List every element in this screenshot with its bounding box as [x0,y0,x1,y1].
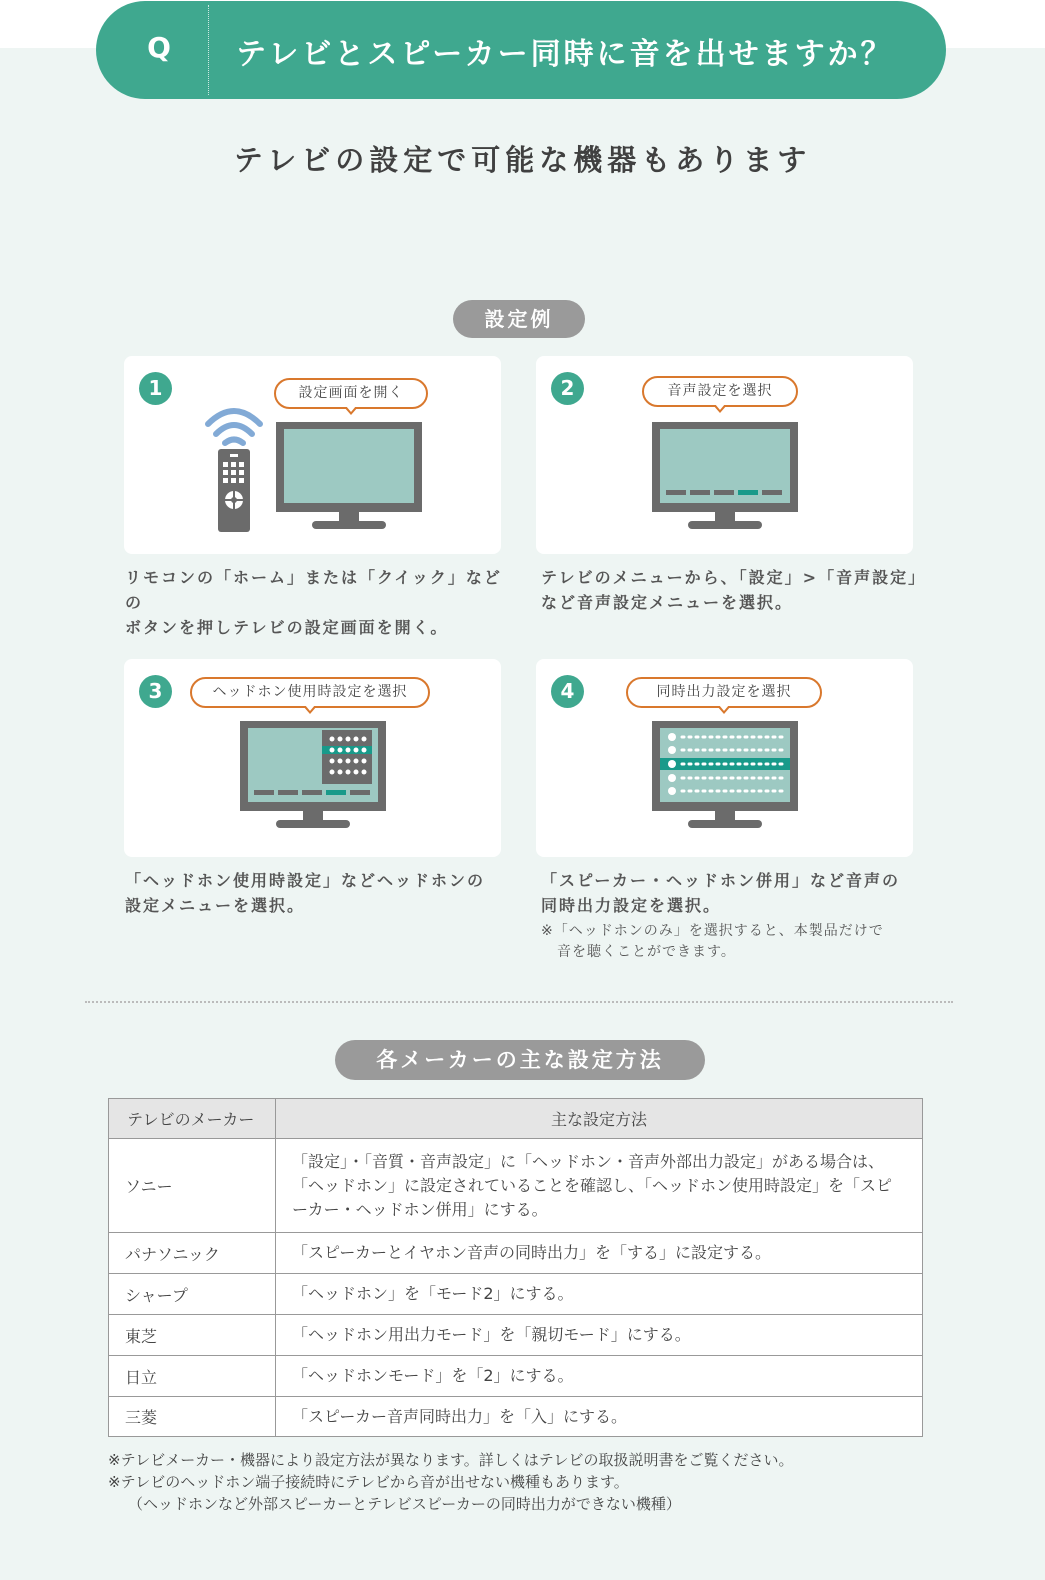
maker-settings-table [108,1098,923,1437]
table-header-row [109,1099,923,1139]
footnote-1: ※テレビメーカー・機器により設定方法が異なります。詳しくはテレビの取扱説明書をご覧ください。 [108,1451,794,1469]
maker-name: 日立 [109,1356,276,1397]
television-icon [274,420,424,532]
answer-heading: テレビの設定で可能な機器もあります [233,143,812,177]
maker-name: 三菱 [109,1397,276,1437]
banner-divider [208,5,209,95]
table-row [109,1233,923,1274]
step-card-2 [536,356,913,554]
header-maker: テレビのメーカー [109,1099,276,1139]
header-method: 主な設定方法 [276,1099,923,1139]
footnote-2: ※テレビのヘッドホン端子接続時にテレビから音が出せない機種もあります。 [108,1473,629,1491]
table-row [109,1139,923,1233]
maker-method: 「スピーカー音声同時出力」を「入」にする。 [276,1397,923,1437]
step-description-2: テレビのメニューから、「設定」>「音声設定」 など音声設定メニューを選択。 [541,568,927,612]
step-card-4 [536,659,913,857]
footnote-3: （ヘッドホンなど外部スピーカーとテレビスピーカーの同時出力ができない機種） [128,1495,681,1513]
section-divider [85,1001,953,1003]
step-bubble-3: ヘッドホン使用時設定を選択 [190,677,430,708]
step-4-note: ※「ヘッドホンのみ」を選択すると、本製品だけで 音を聴くことができます。 [541,923,884,960]
step-bubble-2: 音声設定を選択 [642,376,798,407]
table-row [109,1356,923,1397]
wifi-signal-icon [208,411,260,443]
step-bubble-4: 同時出力設定を選択 [626,677,822,708]
question-banner [96,1,946,99]
step-card-3 [124,659,501,857]
step-number-4: 4 [551,675,584,708]
maker-method: 「スピーカーとイヤホン音声の同時出力」を「する」に設定する。 [276,1233,923,1274]
examples-label: 設定例 [453,300,585,338]
television-icon [238,719,388,831]
table-row [109,1274,923,1315]
maker-name: 東芝 [109,1315,276,1356]
television-icon [650,420,800,532]
maker-method: 「設定」・「音質・音声設定」に「ヘッドホン・音声外部出力設定」がある場合は、 「ヘッドホン」に設定されていることを確認し、「ヘッドホン使用時設定」を「スピ ーカー・ヘッドホン併用」にする。 [276,1139,923,1233]
step-bubble-1: 設定画面を開く [274,378,428,409]
maker-name: パナソニック [109,1233,276,1274]
maker-name: シャープ [109,1274,276,1315]
step-description-1: リモコンの「ホーム」または「クイック」などの ボタンを押しテレビの設定画面を開く。 [125,568,502,637]
television-icon [650,719,800,831]
question-letter: Q [147,31,171,64]
step-number-3: 3 [139,675,172,708]
maker-method: 「ヘッドホンモード」を「2」にする。 [276,1356,923,1397]
step-description-3: 「ヘッドホン使用時設定」などヘッドホンの 設定メニューを選択。 [125,871,486,915]
maker-name: ソニー [109,1139,276,1233]
step-card-1 [124,356,501,554]
step-number-1: 1 [139,372,172,405]
step-number-2: 2 [551,372,584,405]
table-row [109,1397,923,1437]
question-text: テレビとスピーカー同時に音を出せますか？ [236,37,894,72]
step-description-4: 「スピーカー・ヘッドホン併用」など音声の 同時出力設定を選択。 [541,871,901,915]
maker-method: 「ヘッドホン用出力モード」を「親切モード」にする。 [276,1315,923,1356]
makers-label: 各メーカーの主な設定方法 [335,1040,705,1080]
table-row [109,1315,923,1356]
maker-method: 「ヘッドホン」を「モード2」にする。 [276,1274,923,1315]
